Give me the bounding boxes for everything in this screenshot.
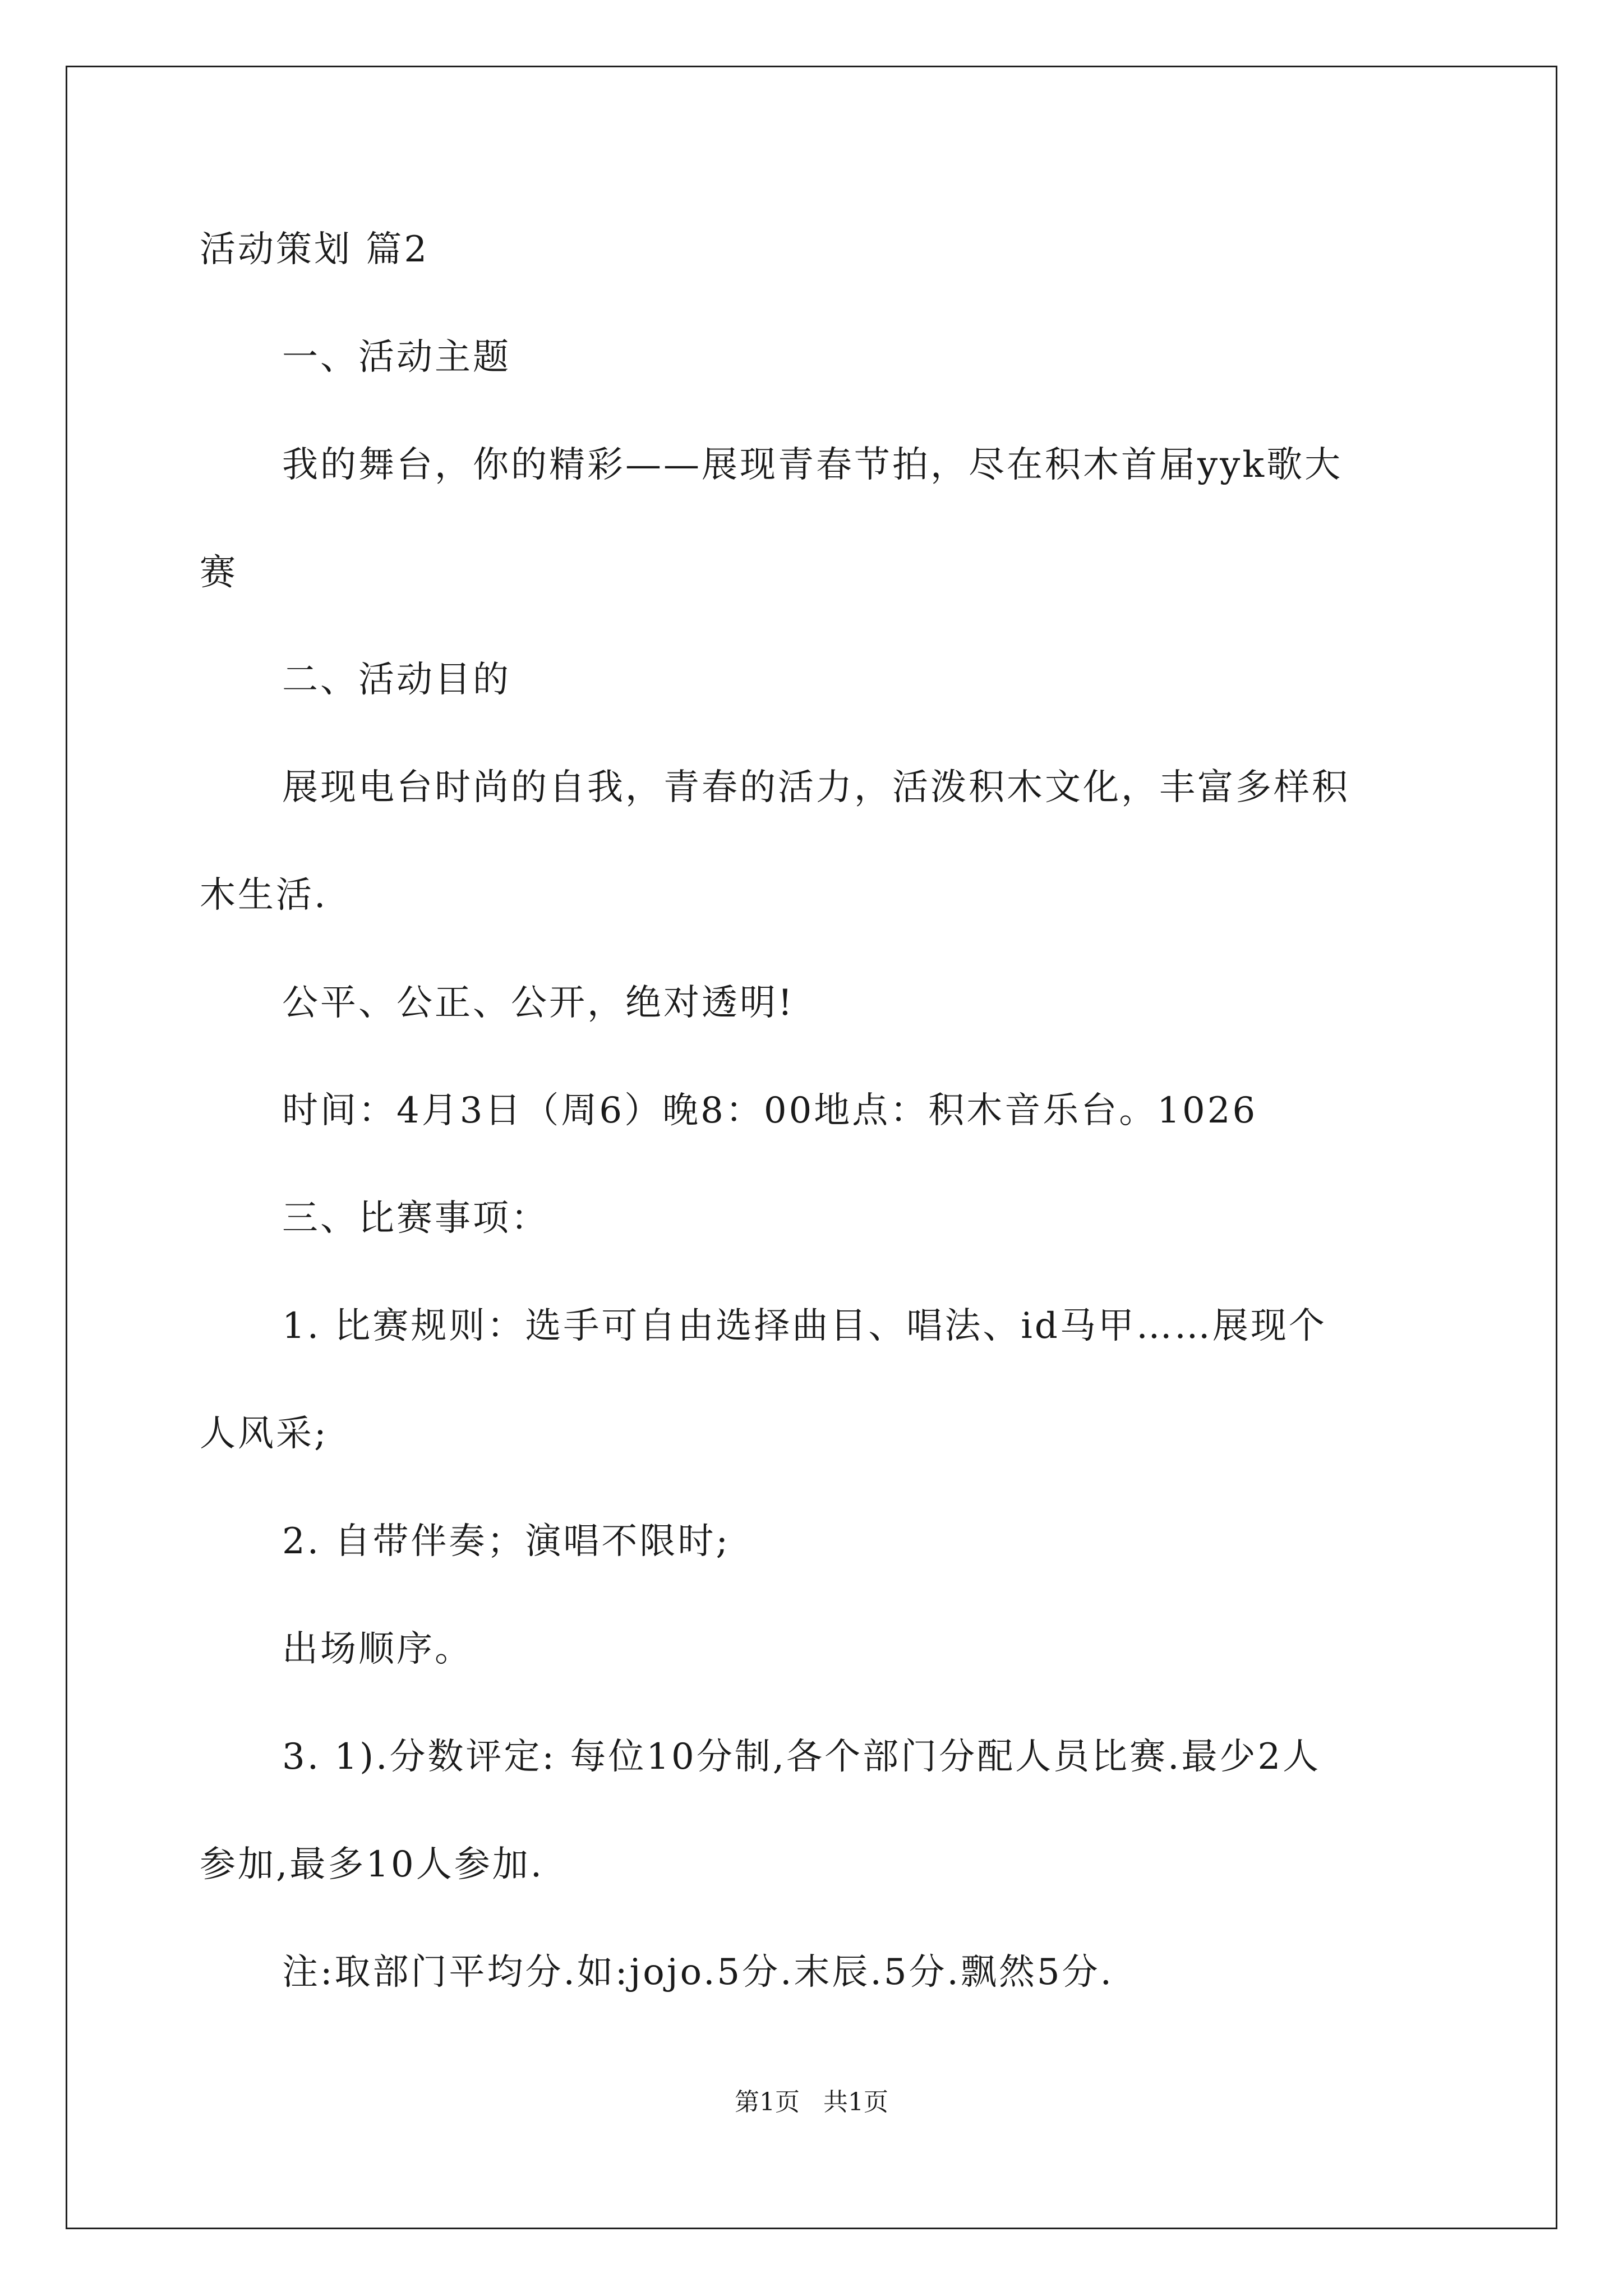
section-heading-purpose: 二、活动目的 <box>282 659 511 701</box>
paragraph-line: 公平、公正、公开，绝对透明! <box>282 982 795 1024</box>
list-item: 2. 自带伴奏；演唱不限时; <box>282 1521 730 1562</box>
page-footer <box>0 2089 1623 2116</box>
paragraph-line: 时间：4月3日（周6）晚8：00地点：积木音乐台。1026 <box>282 1090 1258 1131</box>
page-border <box>66 66 1557 2229</box>
paragraph-line: 出场顺序。 <box>282 1628 473 1670</box>
document-heading: 活动策划 篇2 <box>200 229 430 270</box>
paragraph-line: 人风采; <box>200 1413 329 1455</box>
page-number-current: 第1页 <box>735 2088 800 2116</box>
paragraph-line: 参加,最多10人参加. <box>200 1844 545 1885</box>
list-item: 1. 比赛规则：选手可自由选择曲目、唱法、id马甲……展现个 <box>282 1305 1327 1347</box>
section-heading-theme: 一、活动主题 <box>282 337 511 378</box>
paragraph-line: 赛 <box>200 552 238 593</box>
note-line: 注:取部门平均分.如:jojo.5分.末辰.5分.飘然5分. <box>282 1952 1114 1993</box>
page-number-total: 共1页 <box>823 2088 888 2116</box>
section-heading-matters: 三、比赛事项： <box>282 1198 549 1239</box>
paragraph-line: 展现电台时尚的自我，青春的活力，活泼积木文化，丰富多样积 <box>282 767 1350 808</box>
paragraph-line: 木生活. <box>200 875 328 916</box>
paragraph-line: 我的舞台，你的精彩——展现青春节拍，尽在积木首届yyk歌大 <box>282 444 1343 486</box>
list-item: 3. 1).分数评定: 每位10分制,各个部门分配人员比赛.最少2人 <box>282 1736 1321 1778</box>
